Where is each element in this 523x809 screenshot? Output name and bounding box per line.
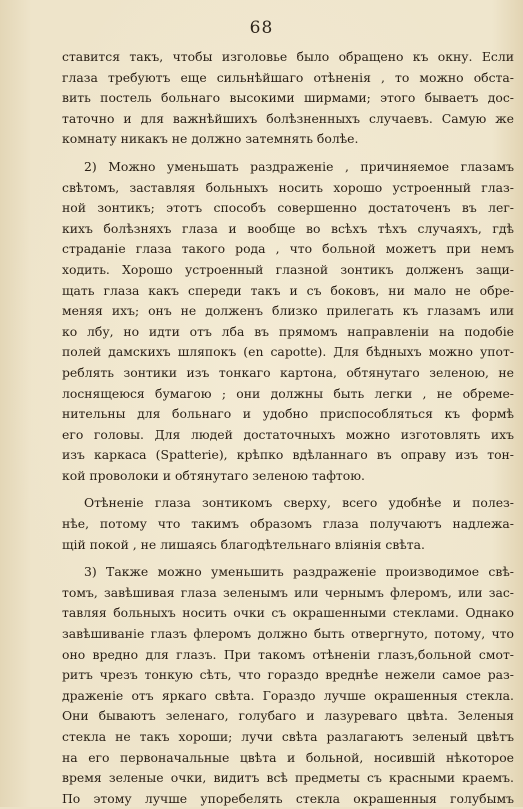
text-line: реблять зонтики изъ тонкаго картона, обтянутаго зеленою, не bbox=[62, 364, 514, 380]
text-line: его головы. Для людей достаточныхъ можно изготовлять ихъ bbox=[62, 426, 514, 442]
text-line: ной зонтикъ; этотъ способъ совершенно достаточенъ въ лег- bbox=[62, 200, 514, 216]
text-line: вить постель больнаго высокими ширмами; этого бываетъ дос- bbox=[62, 90, 514, 106]
text-line: на его первоначальные цвѣта и больной, носившій нѣкоторое bbox=[62, 749, 514, 765]
text-line: оно вредно для глазъ. При такомъ отѣненіи глазъ,больной смот- bbox=[62, 646, 514, 662]
text-line: полей дамскихъ шляпокъ (en capotte). Для бѣдныхъ можно упот- bbox=[62, 344, 514, 360]
text-line: страданіе глаза такого рода , что больной можетъ при немъ bbox=[62, 241, 514, 257]
text-line: комнату никакъ не должно затемнять болѣе. bbox=[62, 131, 359, 147]
text-line: 2) Можно уменьшать раздраженіе , причиняемое глазамъ bbox=[84, 158, 514, 174]
text-line: тавляя больныхъ носить очки съ окрашенными стеклами. Однако bbox=[62, 605, 514, 621]
text-line: Отѣненіе глаза зонтикомъ сверху, всего удобнѣе и полез- bbox=[84, 495, 514, 511]
text-line: кихъ болѣзняхъ глаза и вообще во всѣхъ тѣхъ случаяхъ, гдѣ bbox=[62, 220, 514, 236]
paragraph bbox=[62, 157, 514, 487]
paragraph-gap bbox=[62, 486, 514, 493]
text-line: Они бываютъ зеленаго, голубаго и лазуреваго цвѣта. Зеленыя bbox=[62, 708, 514, 724]
text-line: щать глаза какъ спереди такъ и съ боковъ, ни мало не обре- bbox=[62, 282, 514, 298]
text-line: По этому лучше упоребелять стекла окрашенныя голубымъ bbox=[62, 790, 514, 806]
page-number: 68 bbox=[249, 18, 274, 38]
body-text bbox=[62, 47, 514, 809]
text-line: ходить. Хорошо устроенный глазной зонтикъ долженъ защи- bbox=[62, 261, 514, 277]
paragraph-gap bbox=[62, 150, 514, 157]
paragraph bbox=[62, 47, 514, 150]
text-line: свѣтомъ, заставляя больныхъ носить хорошо устроенный глаз- bbox=[62, 179, 514, 195]
text-line: ритъ чрезъ тонкую сѣть, что гораздо вреднѣе нежели самое раз- bbox=[62, 667, 514, 683]
text-line: 3) Также можно уменьшить раздраженіе производимое свѣ- bbox=[84, 564, 514, 580]
paragraph bbox=[62, 493, 514, 555]
text-line: изъ каркаса (Spatterie), крѣпко вдѣланнаго въ оправу изъ тон- bbox=[62, 447, 514, 463]
text-line: ко лбу, но идти отъ лба въ прямомъ направленіи на подобіе bbox=[62, 323, 514, 339]
paragraph bbox=[62, 562, 514, 809]
text-line: глаза требуютъ еще сильнѣйшаго отѣненія , то можно обста- bbox=[62, 69, 514, 85]
text-line: щій покой , не лишаясь благодѣтельнаго вліянія свѣта. bbox=[62, 536, 425, 552]
text-line: кой проволоки и обтянутаго зеленою тафтою. bbox=[62, 467, 365, 483]
text-line: драженіе отъ яркаго свѣта. Гораздо лучше окрашенныя стекла. bbox=[62, 687, 514, 703]
text-line: томъ, завѣшивая глаза зеленымъ или чернымъ флеромъ, или зас- bbox=[62, 584, 514, 600]
paragraph-gap bbox=[62, 555, 514, 562]
text-line: ставится такъ, чтобы изголовье было обращено къ окну. Если bbox=[62, 49, 514, 64]
text-line: нительны для больнаго и удобно приспособляться къ формѣ bbox=[62, 406, 514, 422]
text-line: таточно и для важнѣйшихъ болѣзненныхъ случаевъ. Самую же bbox=[62, 110, 514, 126]
text-line: стекла не такъ хороши; лучи свѣта разлагаютъ зеленый цвѣтъ bbox=[62, 729, 514, 744]
text-line: нѣе, потому что такимъ образомъ глаза получаютъ надлежа- bbox=[62, 516, 514, 532]
text-line: меняя ихъ; онъ не долженъ близко прилегать къ глазамъ или bbox=[62, 303, 514, 319]
text-line: время зеленые очки, видитъ всѣ предметы съ красными краемъ. bbox=[62, 770, 514, 786]
text-line: завѣшиваніе глазъ флеромъ должно быть отвергнуто, потому, что bbox=[62, 626, 514, 642]
text-line: лоснящеюся бумагою ; они должны быть легки , не обреме- bbox=[62, 385, 514, 401]
